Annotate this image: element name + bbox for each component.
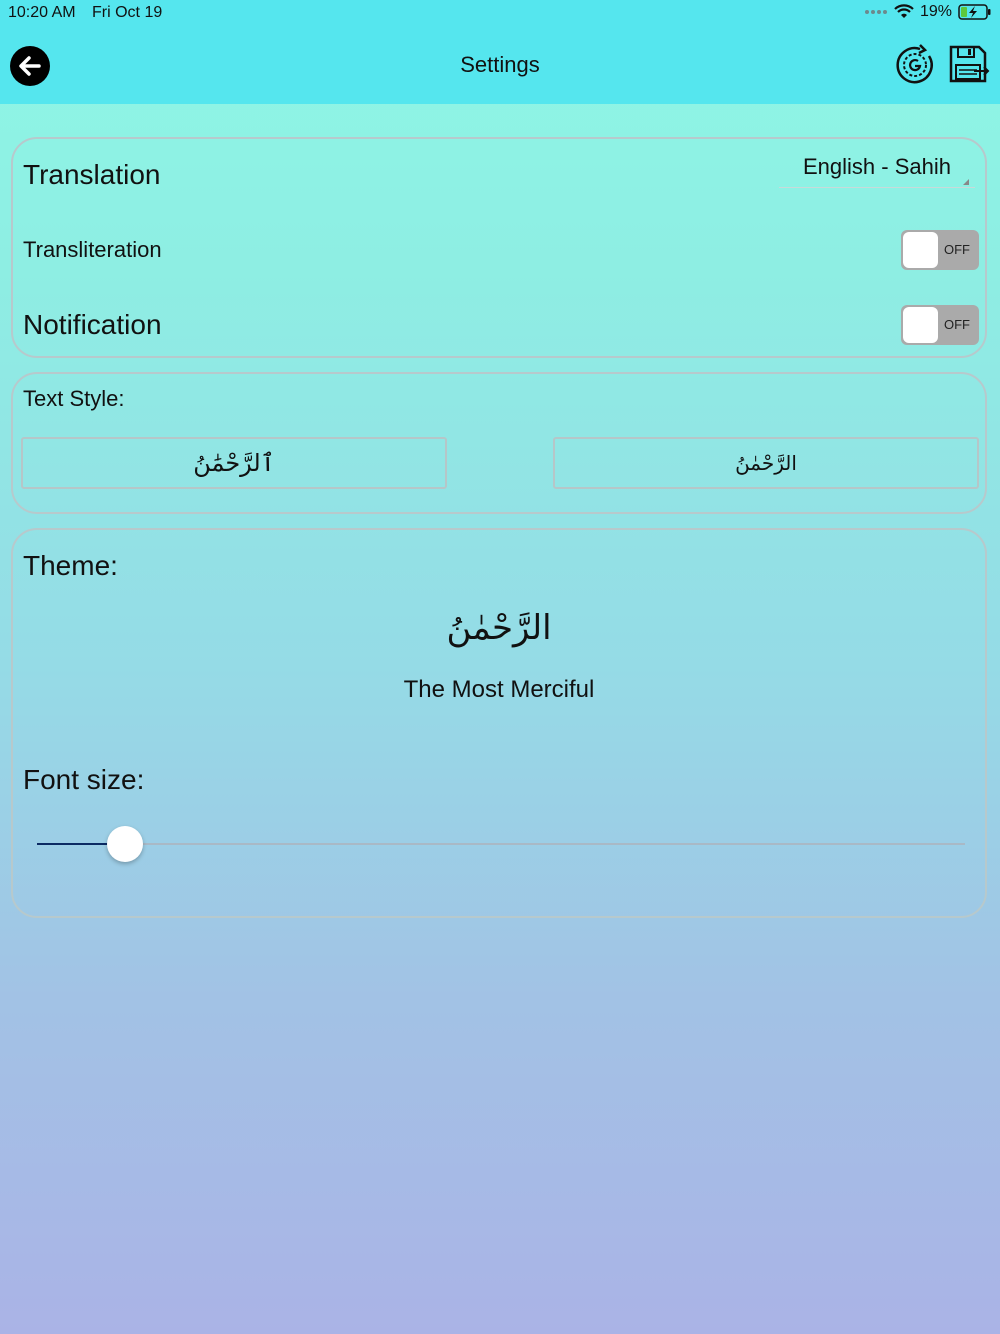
picker-corner-icon xyxy=(963,179,969,185)
text-style-option-1-text: ٱلرَّحْمَٰنُ xyxy=(193,449,275,477)
text-style-option-1[interactable] xyxy=(21,437,447,489)
battery-charging-icon xyxy=(958,3,992,21)
save-icon xyxy=(948,44,990,86)
translation-label: Translation xyxy=(23,159,161,190)
translation-value: English - Sahih xyxy=(803,154,951,179)
theme-arabic-preview xyxy=(13,608,985,648)
transliteration-label: Transliteration xyxy=(23,237,162,262)
text-style-label: Text Style: xyxy=(23,386,125,411)
toggle-knob xyxy=(903,307,938,343)
transliteration-state: OFF xyxy=(944,242,970,257)
save-button[interactable] xyxy=(948,44,990,86)
page-title: Settings xyxy=(460,52,540,77)
signal-dots-icon xyxy=(864,9,888,15)
nav-bar xyxy=(0,28,1000,104)
font-size-slider[interactable] xyxy=(37,825,965,865)
text-style-card xyxy=(11,372,987,514)
theme-card xyxy=(11,528,987,918)
text-style-option-2[interactable] xyxy=(553,437,979,489)
theme-translation: The Most Merciful xyxy=(403,676,595,703)
theme-label: Theme: xyxy=(23,550,118,581)
status-date: Fri Oct 19 xyxy=(92,4,163,21)
wifi-icon xyxy=(894,4,914,20)
battery-percent: 19% xyxy=(919,3,952,20)
settings-card xyxy=(11,137,987,358)
slider-track xyxy=(37,843,965,845)
notification-label: Notification xyxy=(23,309,162,340)
notification-toggle[interactable] xyxy=(901,305,979,345)
text-style-option-2-text: الرَّحْمٰنُ xyxy=(735,451,797,475)
toggle-knob xyxy=(903,232,938,268)
status-time: 10:20 AM xyxy=(8,4,76,21)
translation-picker[interactable] xyxy=(779,147,975,188)
status-right xyxy=(864,3,992,21)
reset-icon xyxy=(894,44,936,86)
status-bar xyxy=(0,0,1000,28)
reset-button[interactable] xyxy=(894,44,936,86)
theme-arabic-text: الرَّحْمٰنُ xyxy=(446,608,552,648)
font-size-label: Font size: xyxy=(23,764,145,795)
slider-thumb[interactable] xyxy=(107,826,143,862)
transliteration-toggle[interactable] xyxy=(901,230,979,270)
notification-state: OFF xyxy=(944,317,970,332)
